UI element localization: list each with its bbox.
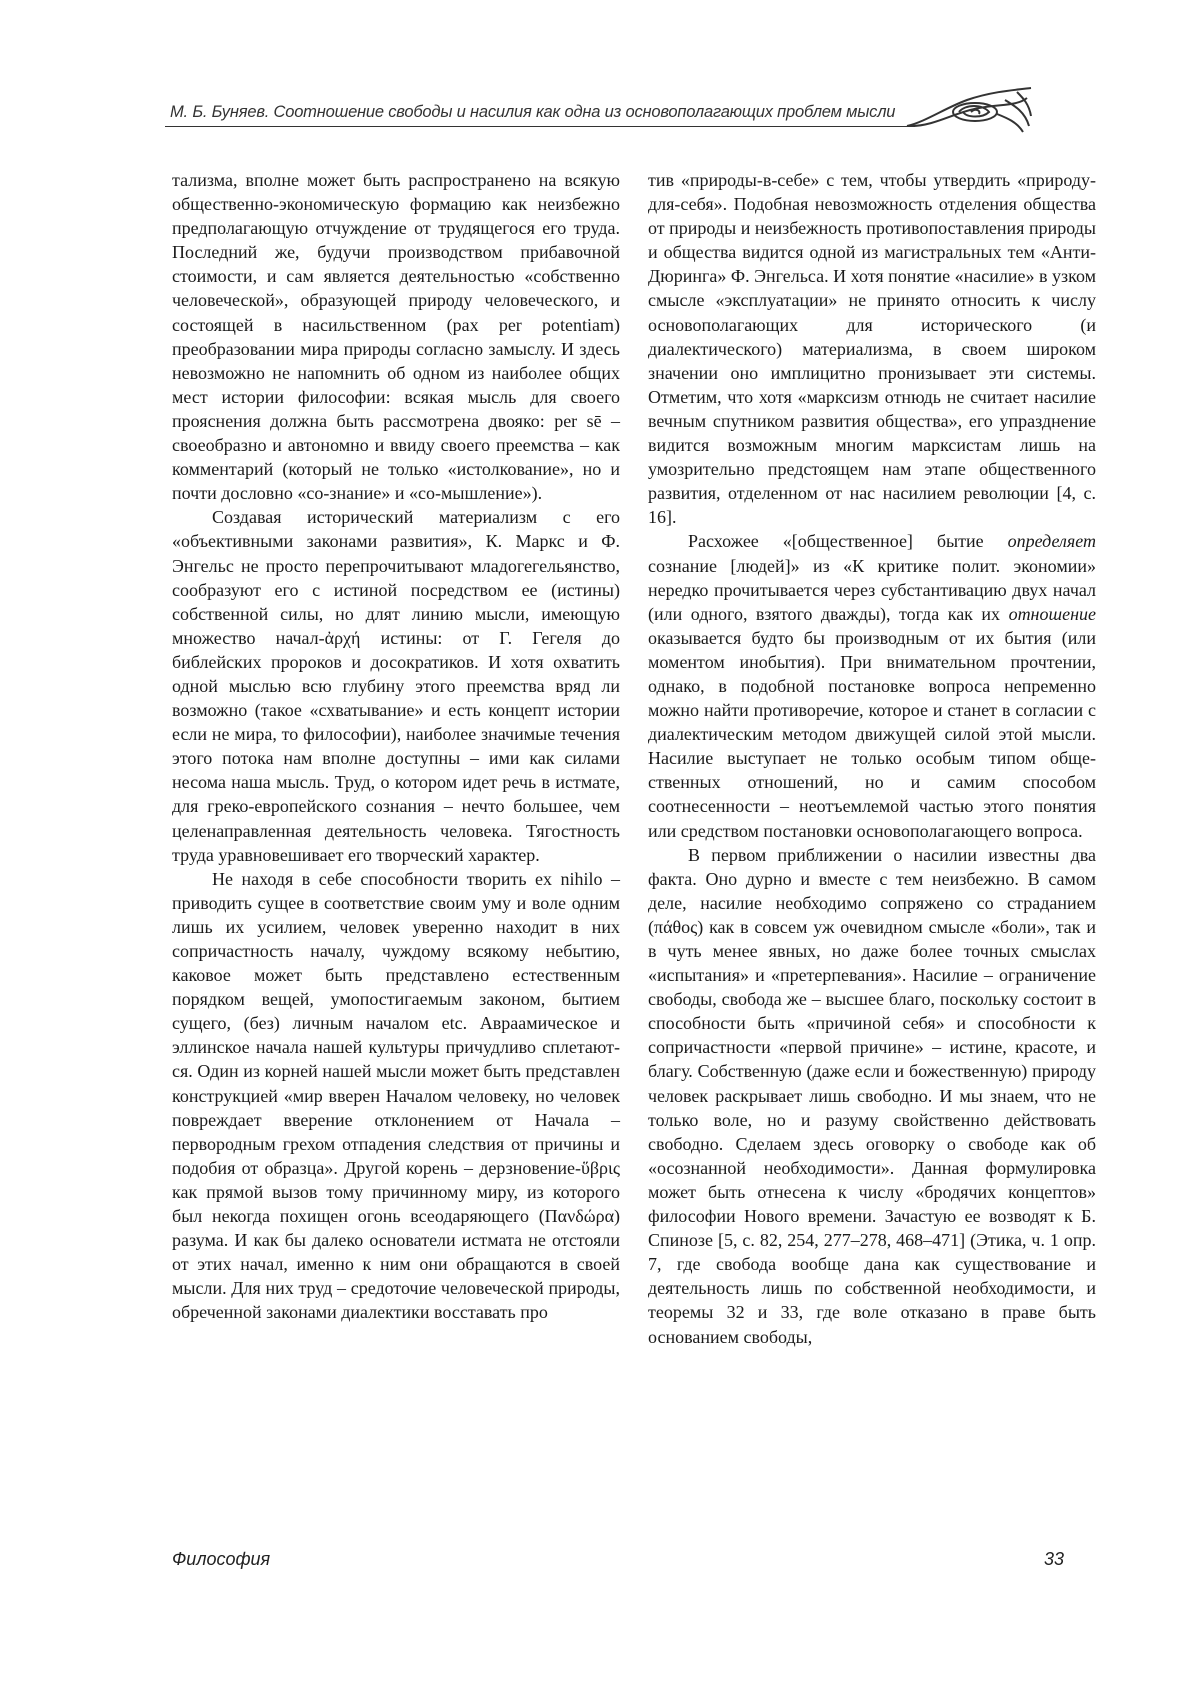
text-run: сознание [людей]» из «К критике полит. экономии» нередко прочитывается через субстантивацию двух начал (или одного, взятого дважды), тогда как их [648,555,1096,624]
paragraph [648,529,1096,842]
header-rule [165,126,915,127]
text-run: оказывается будто бы производным от их бытия (или моментом инобытия). При внимательном прочтении, однако, в подобной постановке вопроса непременно можно найти противоречие, которое и станет в согласии с диалектическим методом движущей силой этой мысли. Насилие выступает не только особым типом общественных отношений, но и самим способом соотнесенности – неотъемлемой частью этого понятия или средством постановки основополагающего вопроса. [648,627,1096,841]
emphasis: отношение [1008,603,1096,624]
right-column [648,168,1096,1349]
running-title: М. Б. Буняев. Соотношение свободы и насилия как одна из основополагающих проблем мысли [170,103,896,121]
paragraph: В первом приближении о насилии известны два факта. Оно дурно и вместе с тем неизбежно. В самом деле, насилие необходимо сопряжено со страданием (πάθος) как в совсем уж очевидном смысле «боли», так и в чуть менее явных, но даже более точных смыслах «испытания» и «претерпевания». Насилие – ограничение свободы, свобода же – высшее благо, поскольку состоит в способности быть «причиной себя» и способности к сопричастности «первой причине» – истине, красоте, и благу. Собственную (даже если и божественную) природу человек раскрывает лишь свободно. И мы знаем, что не только воле, но и разуму свойственно действовать свободно. Сделаем здесь оговорку о свободе как об «осознанной необходимости». Данная формулировка может быть отнесена к числу «бродячих концептов» философии Нового времени. Зачастую ее возводят к Б. Спинозе [5, с. 82, 254, 277–278, 468–471] (Этика, ч. 1 опр. 7, где свобода вообще дана как существование и деятельность лишь по собственной необходимости, и теоремы 32 и 33, где воле отказано в праве быть основанием свободы, [648,844,1096,1347]
paragraph: тив «природы-в-себе» с тем, чтобы утвердить «природу-для-себя». Подобная невозможность отделения общества от природы и неизбежность противопоставления природы и общества видится одной из магистральных тем «Анти-Дюринга» Ф. Энгельса. И хотя понятие «насилие» в узком смысле «эксплуатации» не принято относить к числу основополагающих для исторического (и диалектического) материализма, в своем широком значении оно имплицитно пронизывает эти системы. Отметим, что хотя «марксизм отнюдь не считает насилие вечным спутником развития общества», его упразднение видится возможным многим марксистам лишь на умозрительно предстоящем нам этапе общественного развития, отделенном от нас насилием революции [4, с. 16]. [648,170,1096,528]
decorative-swirl-icon [905,82,1035,138]
emphasis: определяет [1007,531,1096,552]
left-column [172,168,620,1325]
page-number: 33 [1044,1549,1065,1569]
paragraph: Создавая исторический материализм с его «объективными законами развития», К. Маркс и Ф. Энгельс не просто перепрочитывают младогегельянство, сообразуют его с истиной посредством ее (истины) собственной силы, но длят линию мысли, имеющую множество начал-ἀρχή истины: от Г. Гегеля до библейских пророков и досократиков. И хотя охватить одной мыслью всю глубину этого преемства вряд ли возможно (такое «схватывание» и есть концепт истории если не мира, то философии), наиболее значимые течения этого потока нам вполне доступны – ими как силами несома наша мысль. Труд, о котором идет речь в истмате, для греко-европейского сознания – нечто большее, чем целенаправленная деятельность человека. Тягостность труда уравновешивает его творческий характер. [172,507,620,865]
paragraph: Не находя в себе способности творить ex nihilo – приводить сущее в соответствие своим уму и воле одним лишь их усилием, человек уверенно находит в них сопричастность началу, чуждому всякому небытию, каковое может быть представлено естественным порядком вещей, умопостигаемым законом, бытием сущего, (без) личным началом etc. Авраамическое и эллинское начала нашей культуры причудливо сплетаются. Один из корней нашей мысли может быть представлен конструкцией «мир вверен Началом человеку, но человек повреждает вверение отклонением от Начала – первородным грехом отпадения следствия от причины и подобия от образца». Другой корень – дерзновение-ὕβρις как прямой вызов тому причинному миру, из которого был некогда похищен огонь всеодаряющего (Πανδώρα) разума. И как бы далеко основатели истмата не отстояли от этих начал, именно к ним они обращаются в своей мысли. Для них труд – средоточие человеческой природы, обреченной законами диалектики восставать про [172,868,620,1323]
paragraph: тализма, вполне может быть распространено на всякую общественно-экономическую формацию как неизбежно предполагающую отчуждение от трудящегося его труда. Последний же, будучи производством прибавочной стоимости, и сам является деятельностью «собственно человеческой», образующей природу человеческого, и состоящей в насильственном (pax per potentiam) преобразовании мира природы согласно замыслу. И здесь невозможно не напомнить об одном из наиболее общих мест истории философии: всякая мысль для своего прояснения должна быть рассмотрена двояко: per sē – своеобразно и автономно и ввиду своего преемства – как комментарий (который не только «истолкование», но и почти дословно «со-знание» и «со-мышление»). [172,170,620,504]
text-run: Расхожее «[общественное] бытие [688,531,1008,552]
journal-title: Философия [172,1549,271,1569]
